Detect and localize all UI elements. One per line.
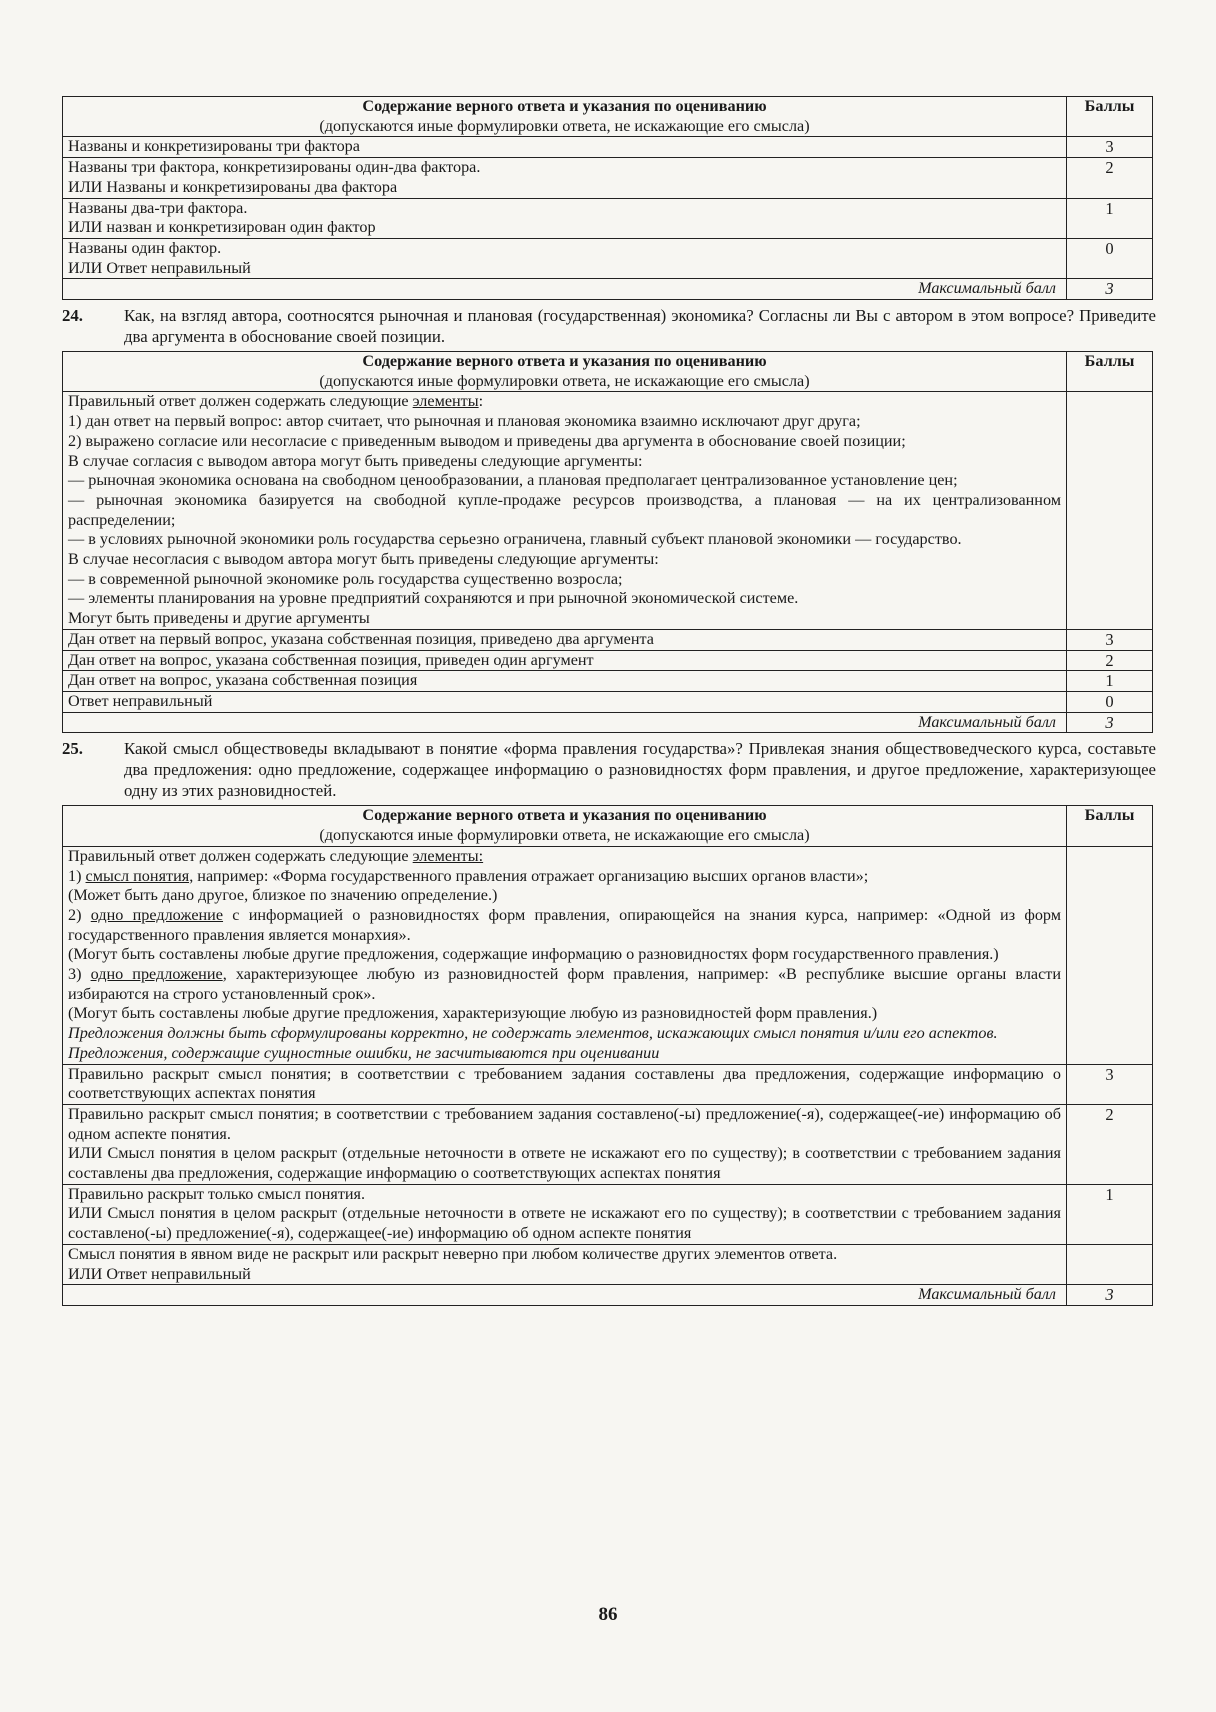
max-score-value: 3: [1067, 712, 1153, 733]
criterion-text: ИЛИ Названы и конкретизированы два фактора: [68, 177, 398, 196]
points-value: [1067, 1244, 1153, 1284]
criterion-text: Названы три фактора, конкретизированы один-два фактора.: [68, 158, 481, 177]
criterion-text: ИЛИ Смысл понятия в целом раскрыт (отдельные неточности в ответе не искажают его по существу); в соответствии с требованием задания составлены два предложения, содержащие информацию о соответствующих аспектах понятия: [68, 1144, 1061, 1183]
max-score-row: [63, 1285, 1153, 1306]
table-row: [63, 1064, 1153, 1104]
content-italic-note: Предложения, содержащие сущностные ошибки, не засчитываются при оценивании: [68, 1043, 660, 1062]
max-score-row: [63, 279, 1153, 300]
table-row: [63, 158, 1153, 198]
criterion-text: Смысл понятия в явном виде не раскрыт или раскрыт неверно при любом количестве других элементов ответа.: [68, 1244, 838, 1263]
content-line: 3) одно предложение, характеризующее любую из разновидностей форм правления, например: «В республике высшие органы власти избираются на строго установленный срок».: [68, 965, 1061, 1003]
points-header: Баллы: [1067, 97, 1153, 137]
content-line: — рыночная экономика базируется на свободной купле-продаже ресурсов производства, а плановая — на их централизованном распределении;: [68, 490, 1061, 529]
rubric-table-25: [62, 805, 1153, 1306]
answer-content-row: [63, 846, 1153, 1064]
points-value: 2: [1067, 650, 1153, 671]
content-intro-underlined: элементы: [412, 392, 479, 411]
question-24: [62, 305, 1156, 347]
criterion-text: Дан ответ на вопрос, указана собственная позиция, приведен один аргумент: [63, 650, 1067, 671]
points-value: 0: [1067, 691, 1153, 712]
criterion-text: ИЛИ назван и конкретизирован один фактор: [68, 218, 376, 237]
criterion-text: ИЛИ Ответ неправильный: [68, 258, 251, 277]
max-score-row: [63, 712, 1153, 733]
table-row: [63, 671, 1153, 692]
content-line: — в современной рыночной экономике роль государства существенно возросла;: [68, 569, 623, 588]
content-line: Могут быть приведены и другие аргументы: [68, 609, 370, 628]
content-note: (Могут быть составлены любые другие предложения, содержащие информацию о разновидностях форм государственного правления.): [68, 945, 999, 964]
content-line: — рыночная экономика основана на свободном ценообразовании, а плановая предполагает централизованное установление цен;: [68, 471, 958, 490]
page-number: 86: [598, 1604, 618, 1625]
table-row: [63, 1244, 1153, 1284]
content-line: 2) одно предложение с информацией о разновидностях форм правления, опирающейся на знания курса, например: «Одной из форм государственного правления является монархия».: [68, 905, 1062, 944]
content-line: 2) выражено согласие или несогласие с приведенным выводом и приведены два аргумента в обоснование своей позиции;: [68, 431, 906, 450]
points-value: 3: [1067, 629, 1153, 650]
criterion-text: Правильно раскрыт смысл понятия; в соответствии с требованием задания составлено(-ы) предложение(-я), содержащее(-ие) информацию об одном аспекте понятия.: [68, 1104, 1061, 1143]
points-value: 1: [1067, 671, 1153, 692]
content-intro-underlined: элементы:: [412, 846, 484, 865]
criterion-text: Ответ неправильный: [63, 691, 1067, 712]
criterion-text: Правильно раскрыт смысл понятия; в соответствии с требованием задания составлены два предложения, содержащие информацию о соответствующих аспектах понятия: [68, 1064, 1061, 1103]
content-line: В случае несогласия с выводом автора могут быть приведены следующие аргументы:: [68, 550, 659, 569]
content-line: 1) смысл понятия, например: «Форма государственного правления отражает организацию высших органов власти»;: [68, 866, 869, 885]
rubric-table-24: [62, 351, 1153, 733]
max-score-value: 3: [1067, 1285, 1153, 1306]
points-header: Баллы: [1067, 806, 1153, 846]
table-row: [63, 198, 1153, 238]
table-row: [63, 137, 1153, 158]
criterion-text: Дан ответ на первый вопрос, указана собственная позиция, приведено два аргумента: [63, 629, 1067, 650]
question-number: 25.: [62, 739, 83, 759]
content-note: (Может быть дано другое, близкое по значению определение.): [68, 886, 498, 905]
points-value: 3: [1067, 1064, 1153, 1104]
content-line: В случае согласия с выводом автора могут быть приведены следующие аргументы:: [68, 451, 643, 470]
points-value: 2: [1067, 1104, 1153, 1184]
max-score-label: Максимальный балл: [63, 712, 1067, 733]
max-score-value: 3: [1067, 279, 1153, 300]
question-text: Как, на взгляд автора, соотносятся рыночная и плановая (государственная) экономика? Согласны ли Вы с автором в этом вопросе? Приведите два аргумента в обоснование своей позиции.: [124, 306, 1156, 347]
criterion-text: ИЛИ Ответ неправильный: [68, 1264, 251, 1283]
table-header: [63, 352, 1153, 392]
question-text: Какой смысл обществоведы вкладывают в понятие «форма правления государства»? Привлекая знания обществоведческого курса, составьте два предложения: одно предложение, содержащее информацию о разновидностях форм правления, и другое предложение, характеризующее одну из этих разновидностей.: [124, 739, 1156, 801]
max-score-label: Максимальный балл: [63, 279, 1067, 300]
criterion-text: Названы и конкретизированы три фактора: [68, 137, 360, 156]
header-subtitle: (допускаются иные формулировки ответа, не искажающие его смысла): [319, 826, 810, 845]
question-number: 24.: [62, 306, 83, 326]
points-header: Баллы: [1067, 352, 1153, 392]
points-value: 3: [1067, 137, 1153, 158]
header-subtitle: (допускаются иные формулировки ответа, не искажающие его смысла): [319, 371, 810, 390]
table-row: [63, 1184, 1153, 1244]
table-row: [63, 650, 1153, 671]
content-note: (Могут быть составлены любые другие предложения, характеризующие любую из разновидностей форм правления.): [68, 1004, 878, 1023]
content-line: — в условиях рыночной экономики роль государства серьезно ограничена, главный субъект плановой экономики — государство.: [68, 530, 962, 549]
table-row: [63, 691, 1153, 712]
table-row: [63, 1104, 1153, 1184]
points-value: 0: [1067, 238, 1153, 278]
rubric-table-23: [62, 96, 1153, 300]
max-score-label: Максимальный балл: [63, 1285, 1067, 1306]
answer-content-row: Правильный ответ должен содержать следующие элементы: 1) дан ответ на первый вопрос: автор считает, что рыночная и плановая экономика взаимно исключают друг друга; 2) выражено согласие или несогласие с приведенным выводом и приведены два аргумента в обоснование своей позиции; В случае согласия с выводом автора могут быть приведены следующие аргументы: — рыночная экономика основана на свободном ценообразовании, а плановая предполагает централизованное установление цен; — рыночная экономика базируется на свободной купле-продаже ресурсов производства, а плановая — на их централизованном распределении; — в условиях рыночной экономики роль государства серьезно ограничена, главный субъект плановой экономики — государство. В случае несогласия с выводом автора могут быть приведены следующие аргументы: — в современной рыночной экономике роль государства существенно возросла; — элементы планирования на уровне предприятий сохраняются и при рыночной экономической системе. Могут быть приведены и другие аргументы: [63, 392, 1153, 629]
table-header: [63, 97, 1153, 137]
header-title: Содержание верного ответа и указания по оцениванию: [362, 806, 767, 825]
content-line: — элементы планирования на уровне предприятий сохраняются и при рыночной экономической системе.: [68, 589, 799, 608]
points-value: 2: [1067, 158, 1153, 198]
header-title: Содержание верного ответа и указания по оцениванию: [362, 97, 767, 115]
criterion-text: Дан ответ на вопрос, указана собственная позиция: [63, 671, 1067, 692]
header-subtitle: (допускаются иные формулировки ответа, не искажающие его смысла): [319, 116, 810, 135]
content-intro: Правильный ответ должен содержать следующие: [68, 846, 409, 865]
points-value: 1: [1067, 1184, 1153, 1244]
criterion-text: ИЛИ Смысл понятия в целом раскрыт (отдельные неточности в ответе не искажают его по существу); в соответствии с требованием задания составлено(-ы) предложение(-я), содержащее(-ие) информацию об одном аспекте понятия: [68, 1204, 1061, 1243]
table-row: [63, 629, 1153, 650]
table-header: [63, 806, 1153, 846]
content-line: 1) дан ответ на первый вопрос: автор считает, что рыночная и плановая экономика взаимно исключают друг друга;: [68, 412, 861, 431]
points-value: 1: [1067, 198, 1153, 238]
header-title: Содержание верного ответа и указания по оцениванию: [362, 352, 767, 371]
page: [62, 96, 1158, 1306]
criterion-text: Правильно раскрыт только смысл понятия.: [68, 1184, 366, 1203]
table-row: [63, 238, 1153, 278]
content-italic-note: Предложения должны быть сформулированы корректно, не содержать элементов, искажающих смысл понятия и/или его аспектов.: [68, 1024, 998, 1043]
content-intro: Правильный ответ должен содержать следующие: [68, 392, 409, 411]
question-25: [62, 738, 1156, 801]
criterion-text: Названы один фактор.: [68, 238, 222, 257]
criterion-text: Названы два-три фактора.: [68, 198, 248, 217]
